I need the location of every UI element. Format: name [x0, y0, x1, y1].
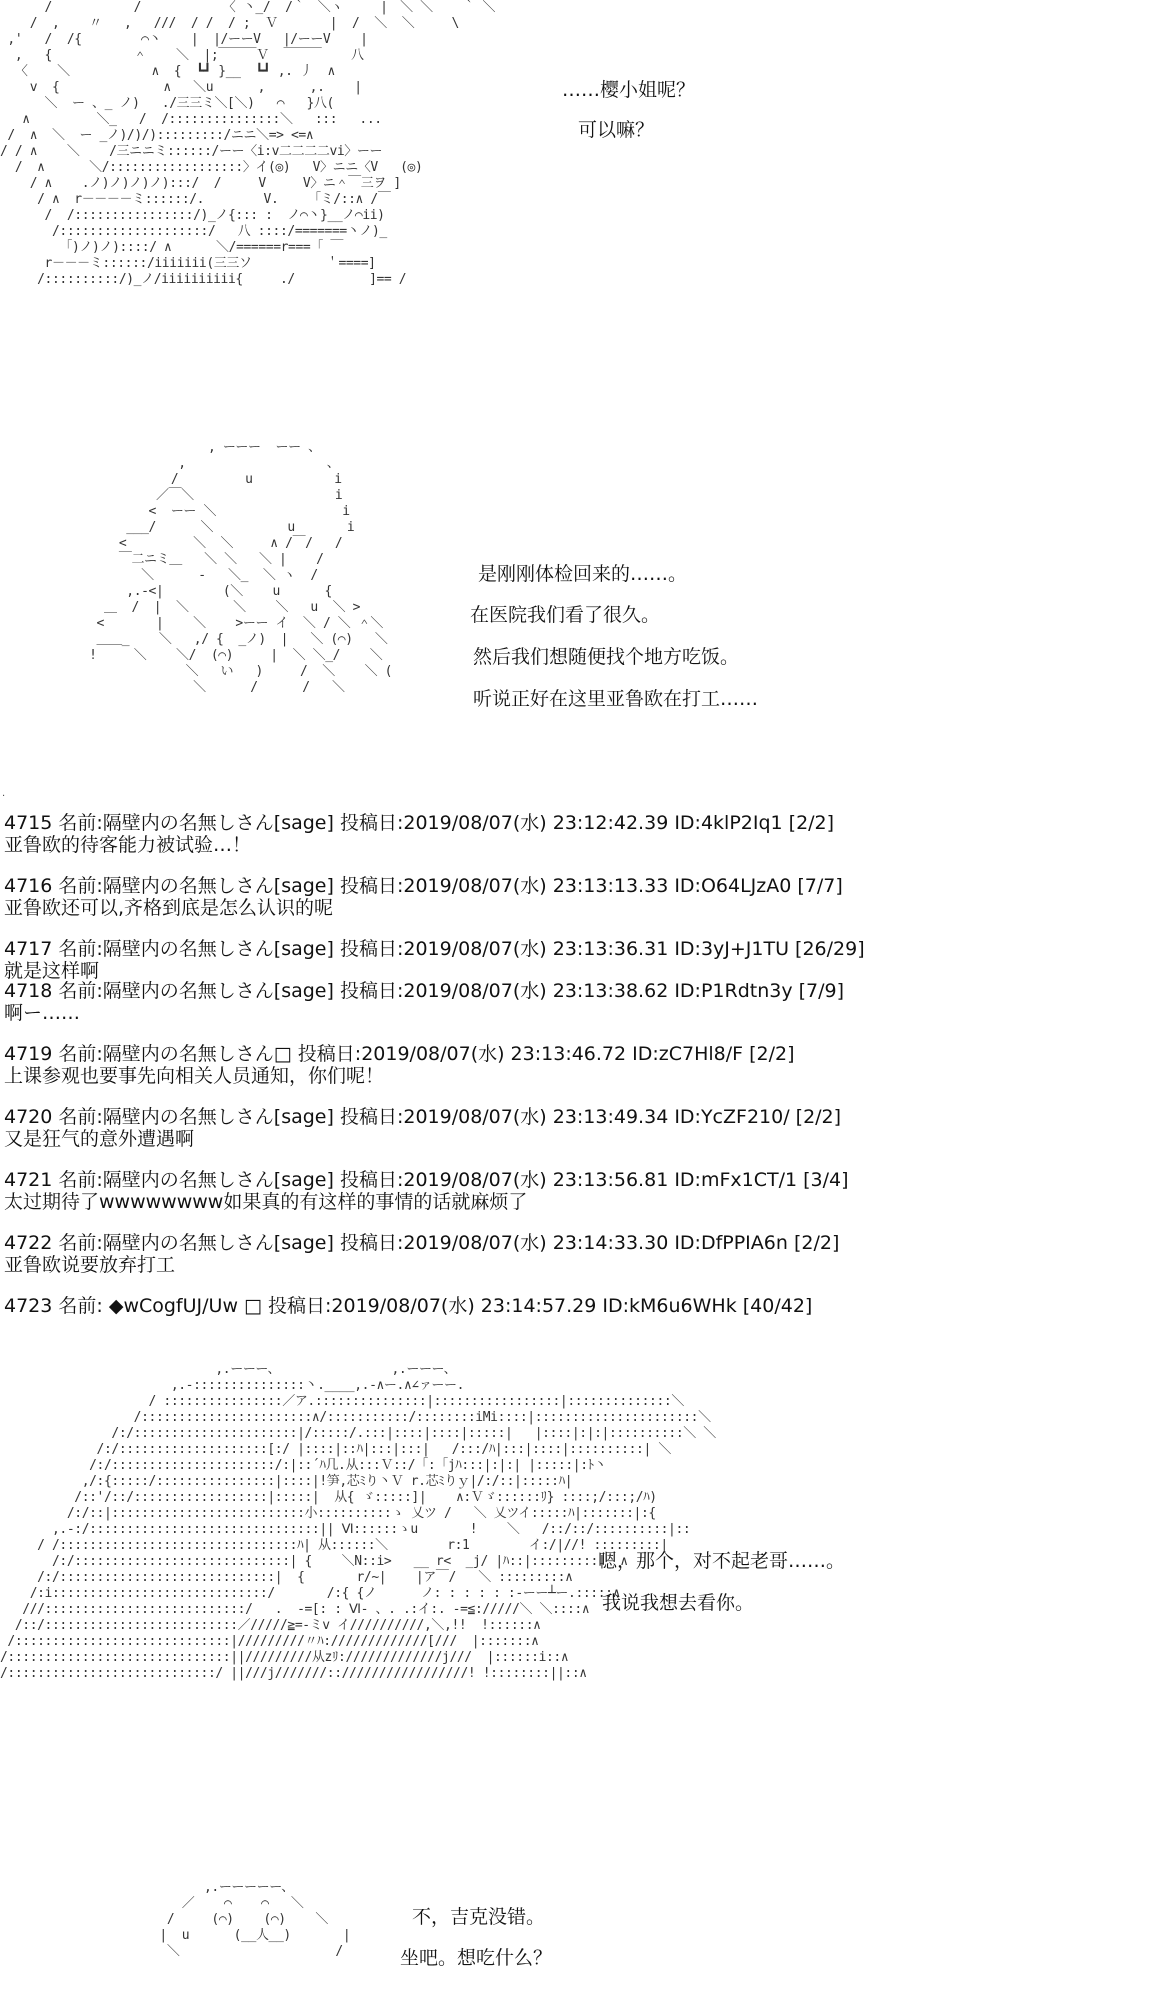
post-body: 上课参观也要事先向相关人员通知，你们呢！ — [4, 1065, 385, 1087]
post-header: 4722 名前:隔壁内の名無しさん[sage] 投稿日:2019/08/07(水) 23:14:33.30 ID:DfPPIA6n [2/2] — [4, 1232, 840, 1254]
speech-line: 可以嘛？ — [578, 119, 655, 141]
post-body: 太过期待了wwwwwwww如果真的有这样的事情的话就麻烦了 — [4, 1191, 528, 1213]
speech-line: 听说正好在这里亚鲁欧在打工…… — [473, 688, 759, 710]
ascii-art-panel-2: , ーーー ーー 、 , 、 / u i ／￣＼ i < ーー ＼ i ___/ ＼ u i < ＼ ＼ ∧ /￣/ / ￣二ニミ＿ ＼ ＼ ＼ | / ＼ - ＼_ ＼ ヽ / ,.-<| (＼ u { ＿ / | ＼ ＼ ＼ u ＼ > < | ＼ >ーー イ ＼ / ＼ ＾＼ ＿＿_ ＼ ,/ { _ノ) | ＼ (⌒) ＼ ! ＼ ＼/ (⌒) | ＼ ＼_/ ＼ ＼ い ) / ＼ ＼ ( ＼ / / ＼ — [89, 440, 393, 695]
forum-post — [4, 980, 844, 1024]
post-header: 4715 名前:隔壁内の名無しさん[sage] 投稿日:2019/08/07(水) 23:12:42.39 ID:4klP2Iq1 [2/2] — [4, 812, 835, 834]
post-header: 4721 名前:隔壁内の名無しさん[sage] 投稿日:2019/08/07(水) 23:13:56.81 ID:mFx1CT/1 [3/4] — [4, 1169, 849, 1191]
speech-line: 在医院我们看了很久。 — [470, 604, 661, 626]
speech-line: 然后我们想随便找个地方吃饭。 — [473, 646, 740, 668]
ascii-art-panel-1: / / 〈 丶_/ /｀￣＼ヽ |￣＼ ＼ ｀ ＼ / , 〃 , /// / / / ; Ｖ | / ＼ ＼ \ ,' / /{ ⌒丶 | |/ーーV |/ーーV | , { ＾ ＼ |;￣￣￣Ｖ ￣￣￣ 八 〈 ＼ ∧ { ┗┛ }__ ┗┛ ,. 丿 ∧ v { ∧ ＼u , ,. | ＼ ー 、_ ノ) ./三三ミ＼[＼) ⌒ }八( ∧ ＼_ / /:::::::::::::::＼ ::: ... / ∧ ＼ ー _ノ)/)/):::::::::/ニニ＼=> <=∧ / / ∧ ＼ /三ニニミ::::::/ーー〈i:v二二二二vi〉ーー / ∧ ＼/::::::::::::::::::〉イ(◎) V〉ニニ〈V (◎) / ∧ .ノ)ノ)ノ)ノ):::/ / V V〉ニ＾￣三ヲ ] / ∧ r－－－－ミ::::::/. V. 「ミ/::∧ /￣ / /::::::::::::::::/)_ノ{::: : ノ⌒丶}__ノ⌒ii) /::::::::::::::::::::/ 八 ::::/=======丶ノ)_ 「)ノ)ノ)::::/ ∧ ＼/======r===「 ￣ r－－－ミ::::::/iiiiiii(三三ソ ＇====] /::::::::::/)_ノ/iiiiiiiiii{ ./ ]== / — [0, 0, 496, 287]
post-body: 又是狂气的意外遭遇啊 — [4, 1128, 195, 1150]
speech-line: 是刚刚体检回来的……。 — [478, 563, 688, 585]
speech-line: ……樱小姐呢？ — [562, 79, 696, 101]
post-body: 亚鲁欧说要放弃打工 — [4, 1254, 176, 1276]
forum-post — [4, 1106, 841, 1150]
post-body: 啊ー…… — [4, 1002, 81, 1024]
forum-post — [4, 1232, 839, 1276]
post-header: 4719 名前:隔壁内の名無しさん□ 投稿日:2019/08/07(水) 23:13:46.72 ID:zC7Hl8/F [2/2] — [4, 1043, 795, 1065]
forum-post — [4, 938, 865, 982]
post-header: 4718 名前:隔壁内の名無しさん[sage] 投稿日:2019/08/07(水) 23:13:38.62 ID:P1Rdtn3y [7/9] — [4, 980, 845, 1002]
post-header: 4716 名前:隔壁内の名無しさん[sage] 投稿日:2019/08/07(水) 23:13:13.33 ID:O64LJzA0 [7/7] — [4, 875, 843, 897]
speech-line: 不，吉克没错。 — [412, 1906, 546, 1928]
post-header: 4717 名前:隔壁内の名無しさん[sage] 投稿日:2019/08/07(水) 23:13:36.31 ID:3yJ+J1TU [26/29] — [4, 938, 865, 960]
post-body: 亚鲁欧还可以,齐格到底是怎么认识的呢 — [4, 897, 334, 919]
forum-post — [4, 812, 834, 856]
post-header: 4723 名前: ◆wCogfUJ/Uw □ 投稿日:2019/08/07(水) 23:14:57.29 ID:kM6u6WHk [40/42] — [4, 1295, 813, 1317]
ascii-art-panel-3: ,.ーーー、 ,.ーーー、 ,.-:::::::::::::::丶.____,.-∧ー.∧∠ァーー. / ::::::::::::::::／ア.:::::::::::::::|:::::::::::::::::|::::::::::::::＼ /:::::::::::::::::::::::∧/:::::::::::/::::::::iMi::::|::::::::::::::::::::::＼ /:/::::::::::::::::::::::|/:::::/.:::|::::|::::|:::::| |::::|:|:|::::::::::＼ ＼ /:/::::::::::::::::::::[:/ |::::|::ﾊ|:::|:::| /:::/ﾊ|:::|::::|::::::::::| ＼ /:/::::::::::::::::::::::/:|::´ﾊ几.从:::Ｖ::/「:「jﾊ:::|:|:| |:::::|:ﾄ丶 ,/:{:::::/::::::::::::::::|::::|!笋,芯ﾐり丶Ｖ r.芯ﾐりｙ|/:/::|:::::ﾊ| /::'/::/::::::::::::::::::|:::::| 从{ ゞ:::::]| ∧:Ｖゞ::::::ﾘ} ::::;/:::;/ﾊ) /:/::|::::::::::::::::::::::::::小::::::::::ゝ 乂ツ / ＼ 乂ツイ:::::ﾊ|:::::::|:{ ,.-:/:::::::::::::::::::::::::::::::|| Ⅵ::::::ゝu ! ＼ /::/::/::::::::::|:: / /::::::::::::::::::::::::::::::::ﾊ| 从::::::＼ r:1 イ:/|//! :::::::::| /:/:::::::::::::::::::::::::::::| { ＼N::i> __ r< _j/ |ﾊ::|:::::::::| ∧ /:/:::::::::::::::::::::::::::::| { r/~| |ア￣/ ＼ :::::::::∧ /:i:::::::::::::::::::::::::::::/ /:{ {ノ ノ: : : : : :-ーー┴ー.:::::∧ ///:::::::::::::::::::::::::::/ . -=[: : Ⅵ- 、. .:イ:. -=≦://///＼ ＼::::∧ /::/::::::::::::::::::::::::::／/////≧=-ミv イ//////////,＼,!! !::::::∧ /:::::::::::::::::::::::::::::|/////////〃ﾊ://///////////[/// |:::::::∧ /::::::::::::::::::::::::::::::||/////////从zﾘ://///////////j/// |::::::i::∧ /::::::::::::::::::::::::::::/ ||///j///////:://///////////////! !::::::::||::∧ — [0, 1362, 716, 1681]
speech-line: 坐吧。想吃什么？ — [400, 1947, 553, 1969]
forum-post — [4, 1169, 849, 1213]
post-body: 亚鲁欧的待客能力被试验…！ — [4, 834, 252, 856]
forum-post — [4, 1295, 812, 1317]
post-header: 4720 名前:隔壁内の名無しさん[sage] 投稿日:2019/08/07(水) 23:13:49.34 ID:YcZF210/ [2/2] — [4, 1106, 842, 1128]
speech-line: 我说我想去看你。 — [602, 1592, 755, 1614]
speech-line: 嗯，那个，对不起老哥……。 — [598, 1550, 846, 1572]
post-body: 就是这样啊 — [4, 960, 100, 982]
stray-mark: . — [2, 788, 6, 799]
forum-post — [4, 1043, 795, 1087]
forum-post — [4, 875, 843, 919]
ascii-art-panel-4: ,.ーーーーー、 ／ ⌒ ⌒ ＼ / (⌒) (⌒) ＼ | u (__人__) | ＼ / — [159, 1880, 351, 1959]
